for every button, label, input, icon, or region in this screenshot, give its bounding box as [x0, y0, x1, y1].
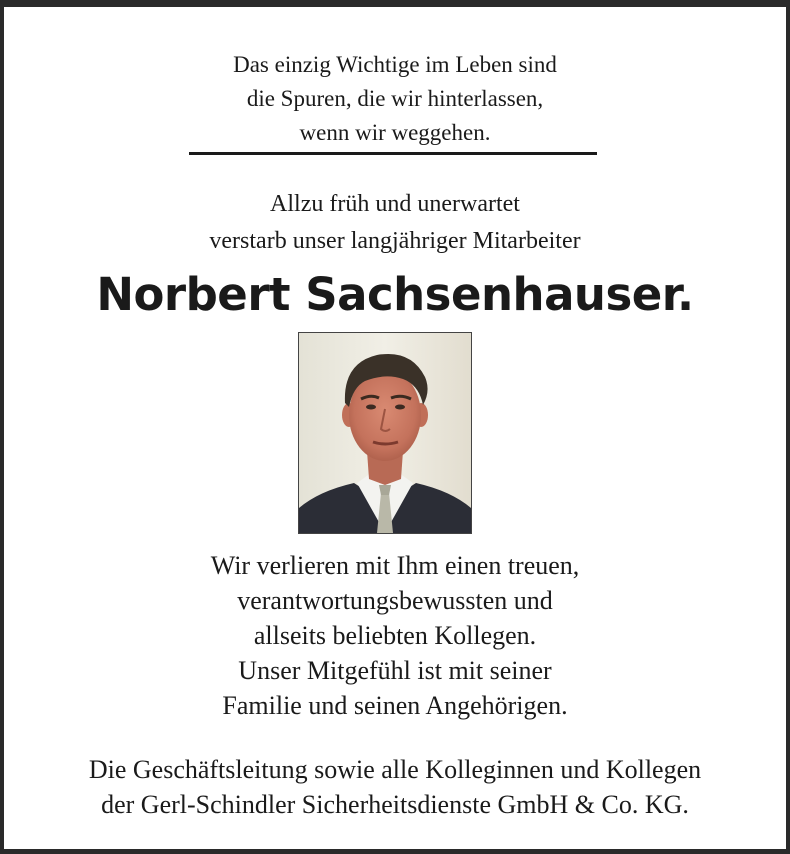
signature-block [4, 752, 786, 822]
portrait-photo [298, 332, 472, 534]
intro-line-2: verstarb unser langjähriger Mitarbeiter [209, 228, 581, 254]
intro-line-1: Allzu früh und unerwartet [270, 191, 520, 217]
deceased-name: Norbert Sachsenhauser. [96, 268, 694, 321]
message-line-4: Unser Mitgefühl ist mit seiner [238, 656, 552, 685]
signature-line-1: Die Geschäftsleitung sowie alle Kolleginnen und Kollegen [88, 755, 702, 784]
message-line-3: allseits beliebten Kollegen. [253, 621, 537, 650]
condolence-message [4, 548, 786, 723]
quote-line-1: Das einzig Wichtige im Leben sind [233, 52, 557, 77]
message-line-5: Familie und seinen Angehörigen. [222, 691, 568, 720]
quote-line-3: wenn wir weggehen. [299, 120, 491, 145]
message-line-2: verantwortungsbewussten und [237, 586, 553, 615]
portrait-illustration [299, 333, 471, 533]
quote-line-2: die Spuren, die wir hinterlassen, [246, 86, 544, 111]
message-line-1: Wir verlieren mit Ihm einen treuen, [210, 551, 580, 580]
signature-line-2: der Gerl-Schindler Sicherheitsdienste GmbH & Co. KG. [101, 790, 689, 819]
death-announcement [4, 186, 786, 260]
divider-line [189, 152, 597, 155]
memorial-quote [4, 48, 786, 150]
